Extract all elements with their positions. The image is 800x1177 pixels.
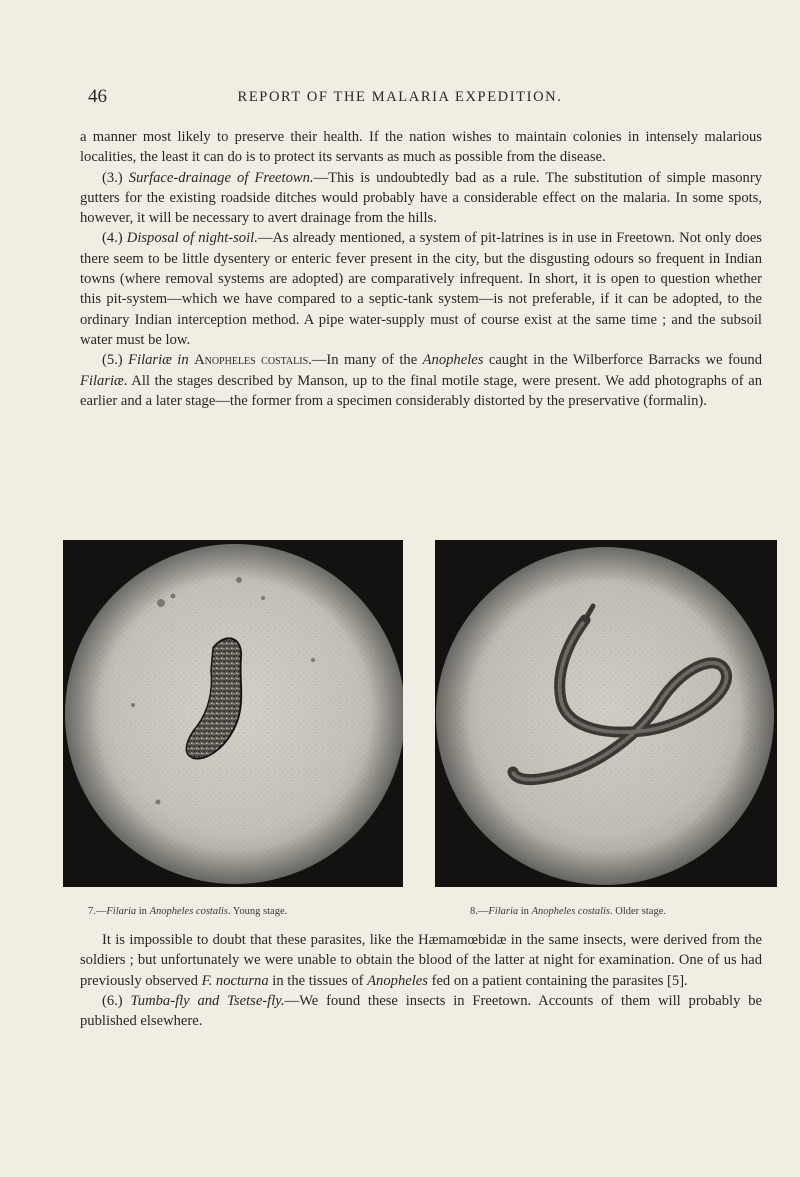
page-header: [0, 86, 800, 108]
figure-8-photomicrograph: [435, 540, 777, 887]
paragraph-night-soil: [80, 228, 762, 350]
caption-italic: Filaria: [106, 906, 137, 917]
top-text-block: [80, 127, 762, 411]
caption-in: in: [518, 906, 532, 917]
paragraph-number: (3.): [102, 169, 129, 186]
caption-stage: . Young stage.: [228, 906, 288, 917]
running-head: REPORT OF THE MALARIA EXPEDITION.: [237, 89, 563, 105]
paragraph-body: —As already mentioned, a system of pit-latrines is in use in Freetown. Not only does there seem to be little dysentery or enteric fever present in the city, but the disgusting odours so frequent in Indian towns (where removal systems are adopted) are comparatively infrequent. In short, it is open to question whether this pit-system—which we have compared to a septic-tank system—is not preferable, if it can be adopted, to the ordinary Indian interception method. A pipe water-supply must of course exist at the same time ; and the subsoil water must be low.: [80, 230, 762, 348]
paragraph-title: Disposal of night-soil.: [126, 230, 258, 247]
caption-in: in: [136, 906, 150, 917]
paragraph-tsetse: [80, 991, 762, 1032]
paragraph-body: —This is undoubtedly bad as a rule. The substitution of simple masonry gutters for the existing roadside ditches would probably have a considerable effect on the malaria. In some spots, however, it will be necessary to avert drainage from the hills.: [80, 169, 762, 227]
paragraph-number: (4.): [102, 230, 127, 247]
figure-8-image: [435, 540, 777, 887]
paragraph-body: fed on a patient containing the parasites [5].: [427, 972, 688, 989]
paragraph-continued: a manner most likely to preserve their health. If the nation wishes to maintain colonies in intensely malarious localities, the least it can do is to protect its servants as much as possible from the disease.: [80, 129, 762, 166]
paragraph-title-italic: Filariæ: [128, 352, 172, 369]
paragraph-body: It is impossible to doubt that these parasites, like the Hæmamœbidæ in the same insects, were derived from the soldiers ; but unfortunately we were unable to obtain the blood of the latter at night for examination. One of us had previously observed: [80, 932, 762, 989]
caption-italic: Filaria: [488, 906, 519, 917]
paragraph-number: (5.): [102, 352, 129, 369]
paragraph-number: (6.): [102, 992, 131, 1009]
paragraph-parasites: [80, 930, 762, 991]
paragraph-body: caught in the Wilberforce Barracks we found: [483, 352, 762, 369]
caption-italic: Anopheles costalis: [531, 906, 611, 917]
italic-filariae: Filariæ: [80, 372, 124, 389]
paragraph-title-in: in: [171, 352, 195, 369]
paragraph-surface-drainage: [80, 168, 762, 229]
italic-anopheles: Anopheles: [367, 972, 428, 989]
italic-f-nocturna: F. nocturna: [201, 972, 269, 989]
paragraph-filariae: [80, 350, 762, 411]
caption-number: 7.—: [88, 906, 107, 917]
paragraph-body: .—In many of the: [308, 352, 423, 369]
caption-stage: . Older stage.: [610, 906, 666, 917]
figure-7-caption: [88, 906, 287, 917]
figure-8-caption: [470, 906, 666, 917]
page-number: 46: [88, 86, 107, 107]
figure-7-image: [63, 540, 403, 887]
paragraph-title: Surface-drainage of Freetown.: [128, 169, 314, 186]
italic-anopheles: Anopheles: [422, 352, 484, 369]
bottom-text-block: [80, 930, 762, 1031]
paragraph-body: . All the stages described by Manson, up to the final motile stage, were present. We add photographs of an earlier and a later stage—the former from a specimen considerably distorted by the preservative (formalin).: [80, 372, 762, 409]
paragraph-title: Tumba-fly and Tsetse-fly.: [130, 992, 285, 1009]
figure-7-photomicrograph: [63, 540, 403, 887]
caption-italic: Anopheles costalis: [149, 906, 229, 917]
paragraph-body: —We found these insects in Freetown. Accounts of them will probably be published elsewhere.: [80, 992, 762, 1030]
paragraph-body: in the tissues of: [268, 972, 368, 989]
paragraph-title-smallcaps: Anopheles costalis: [194, 352, 309, 369]
caption-number: 8.—: [470, 906, 489, 917]
